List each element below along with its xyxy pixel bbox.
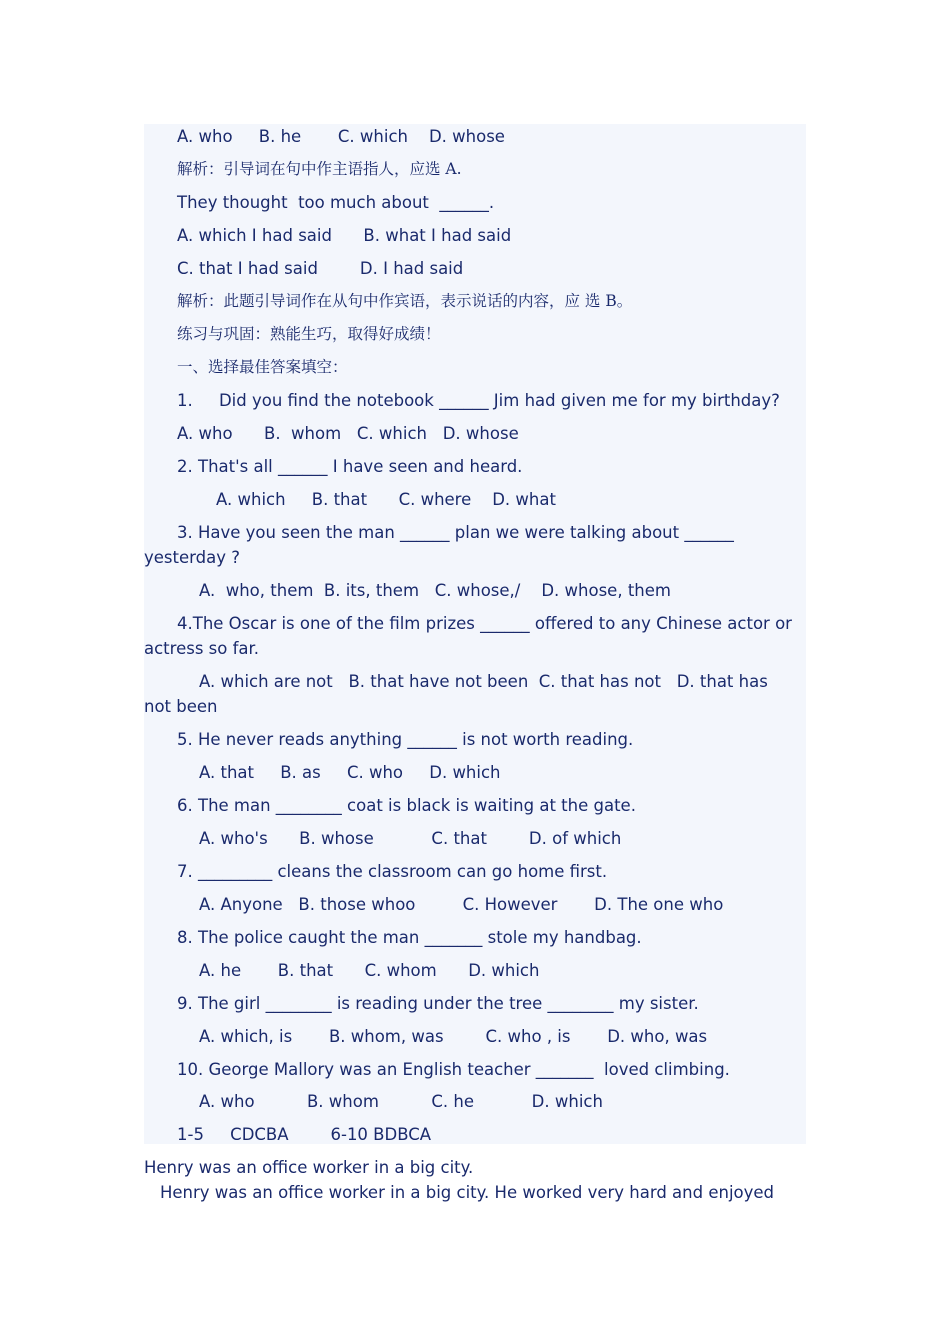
answer-options-line: A. which I had said B. what I had said [177,226,512,245]
exercise-instruction: 一、选择最佳答案填空： [177,358,348,376]
question-3-options: A. who, them B. its, them C. whose,/ D. whose, them [199,581,671,600]
question-4-options: A. which are not B. that have not been C. that has not D. that has [199,672,768,691]
passage-first-line: Henry was an office worker in a big city. He worked very hard and enjoyed [160,1183,775,1202]
question-6: 6. The man ________ coat is black is waiting at the gate. [177,796,636,815]
section-heading: 练习与巩固：熟能生巧，取得好成绩！ [177,325,441,343]
question-3: 3. Have you seen the man ______ plan we were talking about ______ [177,523,734,542]
question-5: 5. He never reads anything ______ is not worth reading. [177,730,634,749]
answer-key: 1-5 CDCBA 6-10 BDBCA [177,1125,432,1144]
question-8: 8. The police caught the man _______ stole my handbag. [177,928,642,947]
question-3-continued: yesterday ? [144,548,240,567]
question-10: 10. George Mallory was an English teacher _______ loved climbing. [177,1060,730,1079]
question-10-options: A. who B. whom C. he D. which [199,1092,603,1111]
question-line: They thought too much about ______. [177,193,495,212]
question-7: 7. _________ cleans the classroom can go home first. [177,862,608,881]
question-4-options-continued: not been [144,697,218,716]
answer-options-line: A. who B. he C. which D. whose [177,127,505,146]
analysis-line: 解析：此题引导词作在从句中作宾语，表示说话的内容，应 选 B。 [177,292,633,310]
question-1: 1. Did you find the notebook ______ Jim had given me for my birthday? [177,391,780,410]
passage-title: Henry was an office worker in a big city. [144,1158,474,1177]
question-4-continued: actress so far. [144,639,260,658]
question-7-options: A. Anyone B. those whoo C. However D. The one who [199,895,724,914]
question-6-options: A. who's B. whose C. that D. of which [199,829,622,848]
question-2: 2. That's all ______ I have seen and heard. [177,457,523,476]
question-1-options: A. who B. whom C. which D. whose [177,424,519,443]
question-8-options: A. he B. that C. whom D. which [199,961,540,980]
answer-options-line: C. that I had said D. I had said [177,259,464,278]
question-9: 9. The girl ________ is reading under the tree ________ my sister. [177,994,699,1013]
analysis-line: 解析：引导词在句中作主语指人，应选 A. [177,160,462,178]
question-5-options: A. that B. as C. who D. which [199,763,501,782]
question-2-options: A. which B. that C. where D. what [216,490,556,509]
question-9-options: A. which, is B. whom, was C. who , is D. who, was [199,1027,708,1046]
question-4: 4.The Oscar is one of the film prizes ______ offered to any Chinese actor or [177,614,792,633]
